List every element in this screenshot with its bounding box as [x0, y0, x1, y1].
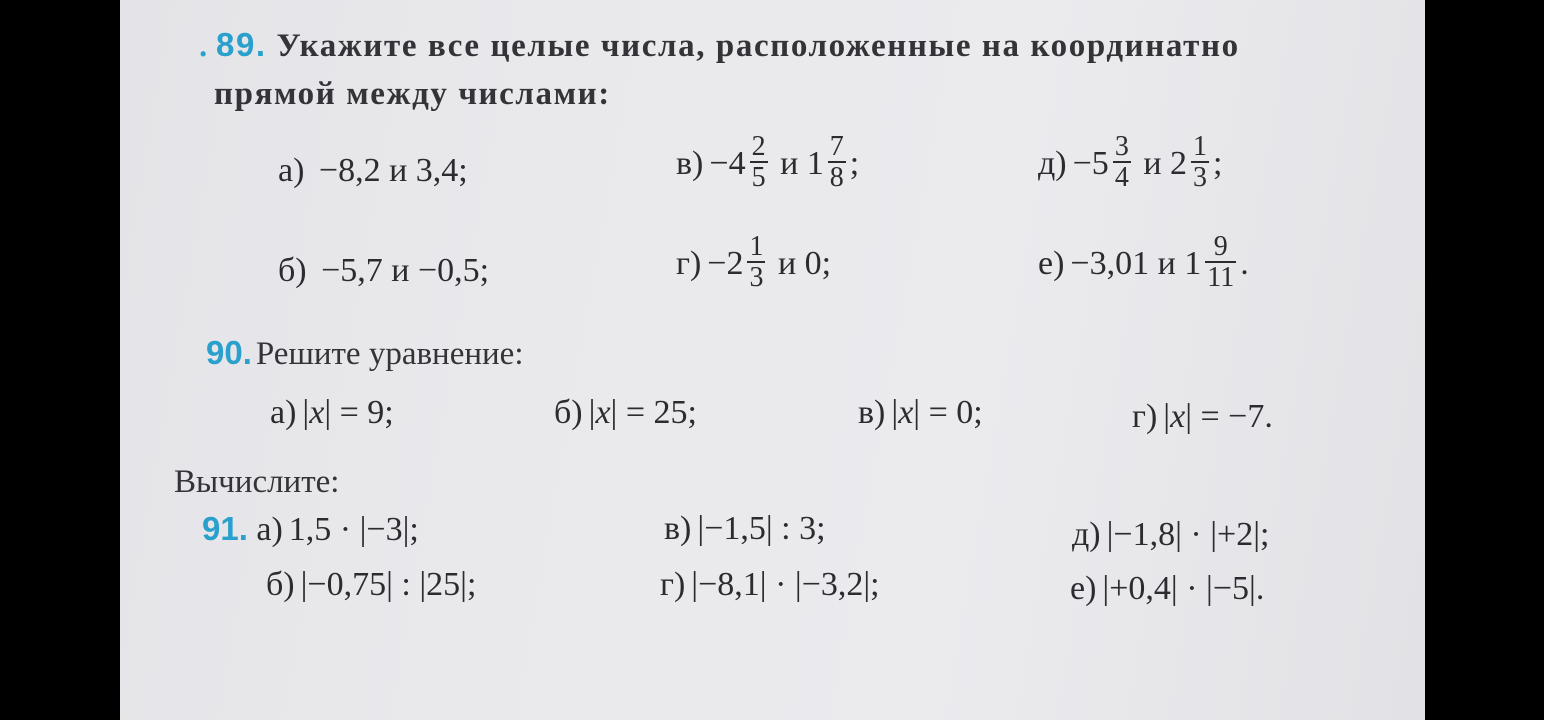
denominator: 4 [1114, 162, 1129, 193]
item-mid: и 2 [1143, 144, 1188, 182]
textbook-page [120, 0, 1425, 720]
exercise-90-item-a [270, 394, 394, 432]
exercise-89-line1 [216, 26, 1240, 65]
exercise-91-item-e [1070, 570, 1264, 608]
item-label: г) [676, 244, 702, 282]
item-label: а) [278, 152, 305, 189]
abs-bar: | [302, 394, 310, 431]
exercise-90-item-v [858, 394, 983, 432]
item-label: б) [278, 252, 307, 289]
item-text: |+0,4| · |−5|. [1102, 570, 1265, 607]
equation-rest: | = 25; [610, 394, 697, 431]
fraction [1113, 132, 1131, 192]
item-label: е) [1038, 244, 1065, 282]
exercise-91-number: 91. [202, 510, 248, 547]
exercise-90-header [206, 334, 524, 373]
exercise-90-number: 90. [206, 334, 252, 371]
abs-bar: | [1163, 398, 1171, 435]
fraction [1205, 232, 1236, 292]
denominator: 5 [751, 162, 766, 193]
fraction [747, 232, 765, 292]
exercise-91-item-b [266, 566, 476, 604]
item-label: в) [676, 144, 704, 182]
exercise-89-item-v [676, 131, 860, 196]
item-label: в) [664, 510, 692, 547]
item-whole: −5 [1072, 144, 1109, 182]
numerator: 1 [749, 231, 764, 262]
item-whole: −4 [709, 144, 746, 182]
denominator: 3 [1193, 162, 1208, 193]
item-mid: и 1 [780, 144, 824, 182]
numerator: 2 [751, 131, 766, 162]
abs-bar: | [891, 394, 899, 431]
variable: x [1170, 398, 1186, 435]
exercise-90-item-b [554, 394, 697, 432]
exercise-89-text-line1: Укажите все целые числа, расположенные на координатно [276, 28, 1240, 64]
exercise-89-item-e [1038, 231, 1249, 296]
exercise-89-text-line2: прямой между числами: [214, 76, 611, 112]
item-label: г) [1132, 398, 1158, 435]
exercise-91-item-v [664, 510, 826, 548]
exercise-91-item-g [660, 566, 880, 604]
item-label: г) [660, 566, 686, 603]
exercise-90-title: Решите уравнение: [255, 336, 524, 372]
variable: x [309, 394, 325, 431]
denominator: 3 [749, 262, 764, 293]
numerator: 9 [1205, 232, 1236, 263]
item-whole: −2 [707, 244, 744, 282]
item-end: и 0; [777, 244, 832, 282]
exercise-91-item-d [1072, 516, 1269, 554]
compute-heading: Вычислите: [174, 464, 340, 500]
exercise-89-number: 89. [216, 26, 267, 63]
item-label: д) [1072, 516, 1101, 553]
item-text: |−1,8| · |+2|; [1106, 516, 1270, 553]
item-label: б) [554, 394, 583, 431]
variable: x [595, 394, 611, 431]
item-text: 1,5 · |−3|; [288, 511, 419, 548]
fraction [828, 132, 846, 192]
item-text: −8,2 и 3,4; [318, 152, 468, 189]
item-text: −5,7 и −0,5; [321, 252, 490, 289]
equation-rest: | = 0; [913, 394, 983, 431]
denominator: 8 [829, 162, 844, 193]
item-text: |−8,1| · |−3,2|; [691, 566, 880, 603]
equation-rest: | = −7. [1185, 398, 1273, 435]
exercise-89-item-g [676, 231, 832, 296]
numerator: 1 [1193, 131, 1208, 162]
item-text: |−0,75| : |25|; [300, 566, 477, 603]
exercise-89-item-a [278, 152, 468, 190]
item-end: ; [1213, 144, 1223, 182]
fraction [1191, 132, 1209, 192]
numerator: 7 [829, 131, 844, 162]
item-text: −3,01 и 1 [1070, 244, 1202, 282]
item-label: б) [266, 566, 295, 603]
item-end: . [1240, 244, 1249, 282]
exercise-89-item-d [1038, 131, 1223, 196]
exercise-89-item-b [278, 252, 489, 290]
variable: x [898, 394, 914, 431]
abs-bar: | [588, 394, 596, 431]
exercise-90-item-g [1132, 398, 1273, 436]
item-label: в) [858, 394, 886, 431]
bullet-marker: • [200, 44, 207, 64]
fraction [750, 132, 768, 192]
item-end: ; [849, 144, 860, 182]
item-label: е) [1070, 570, 1097, 607]
item-label: д) [1038, 144, 1067, 182]
item-text: |−1,5| : 3; [697, 510, 826, 547]
item-label: а) [256, 511, 283, 548]
exercise-91-item-a [202, 510, 419, 549]
item-label: а) [270, 394, 297, 431]
equation-rest: | = 9; [324, 394, 394, 431]
numerator: 3 [1114, 131, 1129, 162]
denominator: 11 [1207, 262, 1235, 293]
